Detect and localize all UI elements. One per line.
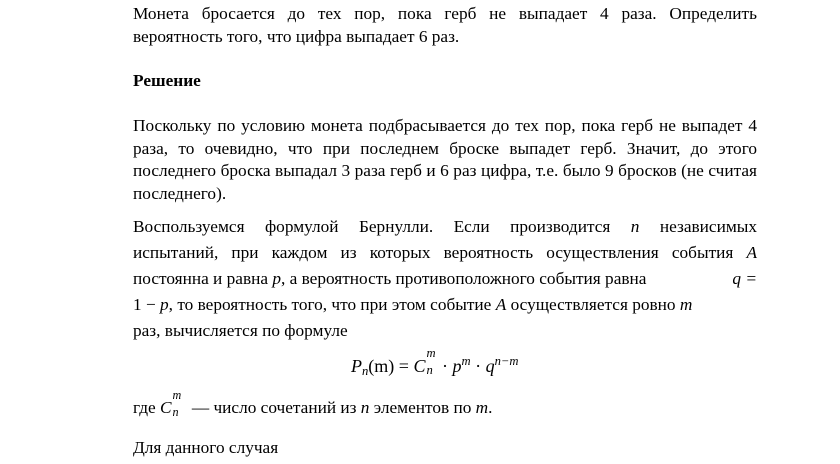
paragraph-2-line-5: раз, вычисляется по формуле — [133, 321, 348, 340]
paragraph-1: Поскольку по условию монета подбрасывается до тех пор, пока герб не выпадет 4 раза, то очевидно, что при последнем броске выпадет герб. Значит, до этого последнего броска выпадал 3 раза герб и 6 раз цифра, т.е. было 9 бросков (не считая последнего). — [133, 116, 757, 203]
solution-heading: Решение — [133, 71, 201, 90]
paragraph-2-line-3: постоянна и равна p, а вероятность противоположного события равна q = — [133, 269, 757, 288]
where-line: где C m n — число сочетаний из n элементов по m. — [133, 388, 493, 419]
problem-statement: Монета бросается до тех пор, пока герб не выпадает 4 раза. Определить вероятность того, что цифра выпадает 6 раз. — [133, 4, 757, 46]
paragraph-2-line-1: Воспользуемся формулой Бернулли. Если производится n независимых — [133, 217, 758, 236]
paragraph-2-line-2: испытаний, при каждом из которых вероятность осуществления события A — [133, 243, 757, 262]
bernoulli-formula: $P_n(m) = C$ m n · $p^m \cdot q^{n-m}$ — [351, 346, 519, 378]
binomial-coefficient: C m n — [413, 346, 436, 377]
binomial-coefficient-inline: C m n — [160, 388, 182, 419]
last-line: Для данного случая — [133, 438, 279, 457]
paragraph-2-line-4: 1 − p, то вероятность того, что при этом событие A осуществляется ровно m — [133, 295, 693, 314]
